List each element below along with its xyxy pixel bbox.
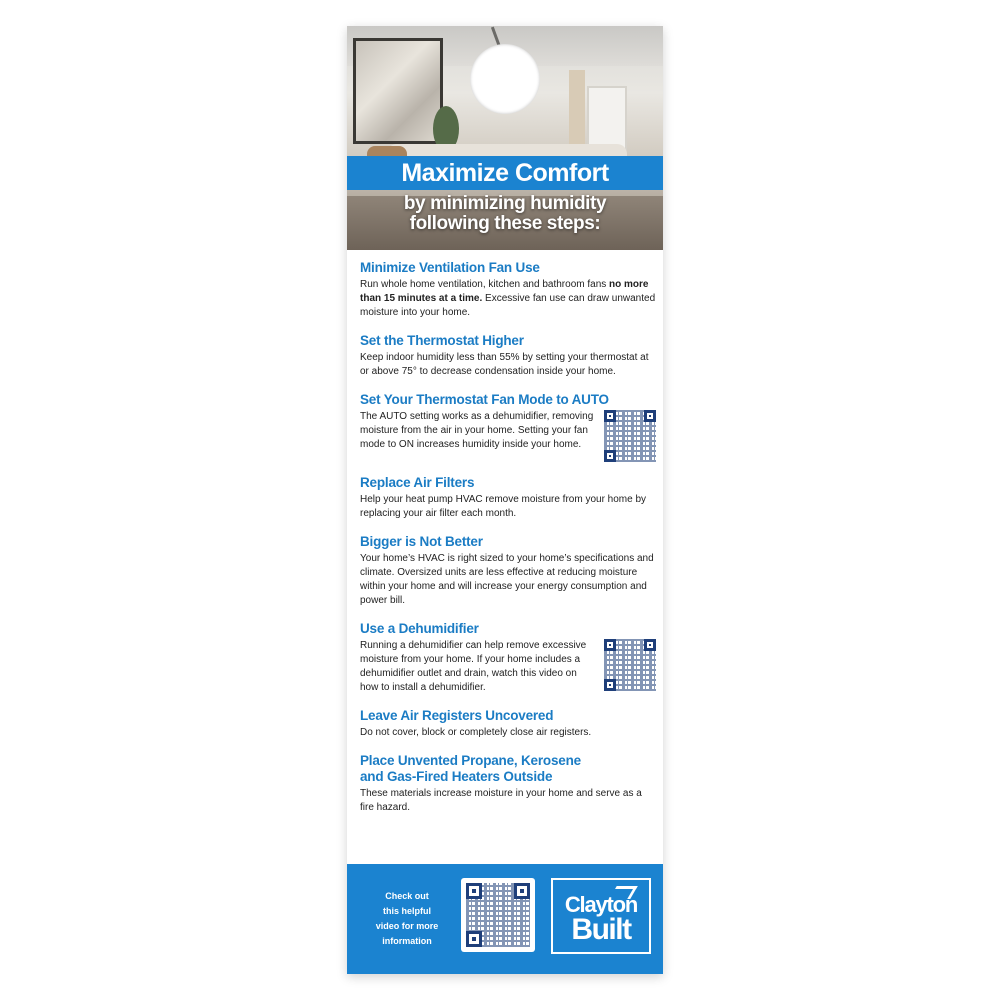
tip-body: Running a dehumidifier can help remove excessive moisture from your home. If your home includes a dehumidifier outlet and drain, watch this video on how to install a dehumidifier. bbox=[360, 640, 587, 693]
door-hanger bbox=[347, 26, 663, 974]
tip-body: Your home’s HVAC is right sized to your home’s specifications and climate. Oversized units are less effective at reducing moisture within your home and will increase your energy consumption and power bill. bbox=[360, 553, 654, 606]
qr-code-icon[interactable] bbox=[461, 878, 535, 952]
tip-body bbox=[360, 278, 656, 320]
qr-finder bbox=[466, 931, 482, 947]
tip-heading bbox=[360, 753, 656, 785]
tip-heading: Replace Air Filters bbox=[360, 475, 475, 490]
qr-inner bbox=[466, 883, 530, 947]
logo-word-bottom: Built bbox=[571, 913, 631, 946]
tip-body: Do not cover, block or completely close air registers. bbox=[360, 727, 592, 738]
qr-finder bbox=[604, 450, 616, 462]
qr-finder bbox=[604, 639, 616, 651]
tip-body-pre: Run whole home ventilation, kitchen and bathroom fans bbox=[360, 279, 610, 290]
tip-body: Help your heat pump HVAC remove moisture from your home by replacing your air filter each month. bbox=[360, 494, 647, 519]
qr-code-icon[interactable] bbox=[604, 410, 656, 462]
tip-dehumidifier bbox=[360, 621, 656, 695]
clayton-built-logo bbox=[551, 878, 651, 954]
footer-cta-line-1: Check out bbox=[385, 891, 429, 901]
tip-heading: Leave Air Registers Uncovered bbox=[360, 708, 554, 723]
page-title: Maximize Comfort bbox=[401, 158, 609, 187]
footer-cta-line-4: information bbox=[382, 936, 432, 946]
subtitle-line-1: by minimizing humidity bbox=[403, 193, 607, 214]
tips-list bbox=[360, 260, 656, 828]
logo-word-top: Clayton bbox=[564, 892, 638, 917]
tip-air-registers bbox=[360, 708, 656, 740]
footer-cta bbox=[367, 889, 447, 949]
tip-heading: Use a Dehumidifier bbox=[360, 621, 479, 636]
qr-finder bbox=[604, 410, 616, 422]
tip-heading: Bigger is Not Better bbox=[360, 534, 483, 549]
qr-finder bbox=[644, 639, 656, 651]
tip-heading-line-2: and Gas-Fired Heaters Outside bbox=[360, 769, 553, 784]
subtitle-line-2: following these steps: bbox=[409, 213, 601, 234]
tip-body-post: Excessive fan use can draw unwanted moisture into your home. bbox=[360, 293, 656, 318]
photo-window bbox=[587, 86, 627, 150]
tip-bigger-not-better bbox=[360, 534, 656, 608]
footer-band bbox=[347, 864, 663, 974]
tip-heading: Set Your Thermostat Fan Mode to AUTO bbox=[360, 392, 609, 407]
tip-body-with-qr bbox=[360, 410, 656, 462]
photo-wall-art bbox=[353, 38, 443, 144]
tip-fan-mode bbox=[360, 392, 656, 462]
qr-finder bbox=[514, 883, 530, 899]
tip-heading: Set the Thermostat Higher bbox=[360, 333, 524, 348]
tip-heading-line-1: Place Unvented Propane, Kerosene bbox=[360, 753, 581, 768]
tip-body-with-qr bbox=[360, 639, 656, 695]
tip-heading: Minimize Ventilation Fan Use bbox=[360, 260, 540, 275]
footer-cta-line-2: this helpful bbox=[383, 906, 431, 916]
tip-ventilation bbox=[360, 260, 656, 320]
page-subtitle bbox=[347, 194, 663, 234]
door-hanger-hole bbox=[470, 44, 540, 114]
tip-body: These materials increase moisture in your home and serve as a fire hazard. bbox=[360, 788, 642, 813]
tip-heaters bbox=[360, 753, 656, 815]
footer-cta-line-3: video for more bbox=[375, 921, 439, 931]
tip-body: Keep indoor humidity less than 55% by setting your thermostat at or above 75° to decrease condensation inside your home. bbox=[360, 352, 649, 377]
qr-finder bbox=[466, 883, 482, 899]
qr-finder bbox=[644, 410, 656, 422]
living-room-photo bbox=[347, 26, 663, 250]
title-band bbox=[347, 156, 663, 190]
tip-thermostat bbox=[360, 333, 656, 379]
qr-code-icon[interactable] bbox=[604, 639, 656, 691]
tip-body: The AUTO setting works as a dehumidifier, removing moisture from the air in your home. Setting your fan mode to ON increases humidity inside your home. bbox=[360, 411, 594, 450]
tip-body-bold: no more than 15 minutes at a time. bbox=[360, 279, 649, 304]
tip-air-filters bbox=[360, 475, 656, 521]
qr-finder bbox=[604, 679, 616, 691]
